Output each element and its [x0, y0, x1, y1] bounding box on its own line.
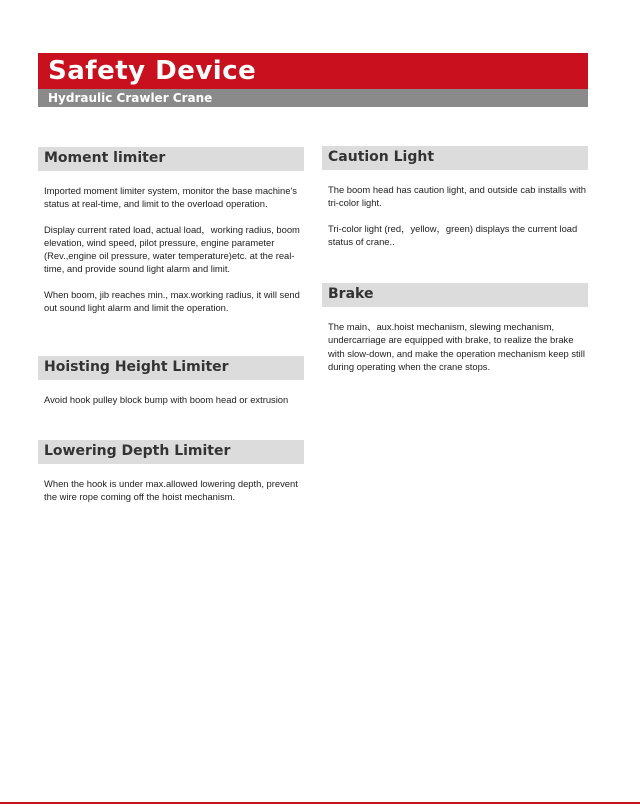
section-body: [44, 477, 304, 504]
section-heading-bar: [322, 146, 588, 170]
paragraph: Imported moment limiter system, monitor the base machine's status at real-time, and limit to the overload operation.: [44, 185, 297, 210]
section-caution-light: [322, 146, 588, 260]
section-heading-bar: [38, 356, 304, 380]
paragraph: The main、aux.hoist mechanism, slewing mechanism, undercarriage are equipped with brake, to realize the brake with slow-down, and make the operation mechanism keep still during operating when the crane stops.: [328, 321, 585, 372]
section-body: [328, 320, 588, 373]
paragraph: When boom, jib reaches min., max.working radius, it will send out sound light alarm and limit the operation.: [44, 288, 300, 314]
section-brake: [322, 283, 588, 385]
bottom-divider: [0, 802, 640, 804]
paragraph: Tri-color light (red，yellow，green) displays the current load status of crane..: [328, 222, 578, 247]
paragraph: When the hook is under max.allowed lowering depth, prevent the wire rope coming off the hoist mechanism.: [44, 478, 298, 503]
section-heading: Caution Light: [328, 149, 435, 165]
section-moment-limiter: [38, 147, 304, 326]
page-subtitle: Hydraulic Crawler Crane: [48, 91, 213, 105]
section-heading-bar: [322, 283, 588, 307]
section-heading: Brake: [328, 286, 374, 302]
paragraph: Avoid hook pulley block bump with boom head or extrusion: [44, 394, 289, 405]
section-heading: Lowering Depth Limiter: [44, 443, 231, 459]
section-lowering-depth-limiter: [38, 440, 304, 516]
paragraph: The boom head has caution light, and outside cab installs with tri-color light.: [328, 184, 586, 209]
section-heading-bar: [38, 147, 304, 171]
section-body: [328, 183, 588, 248]
section-body: [44, 393, 304, 406]
section-heading: Hoisting Height Limiter: [44, 359, 229, 375]
section-heading: Moment limiter: [44, 150, 166, 166]
title-bar: [38, 53, 588, 89]
paragraph: Display current rated load, actual load，working radius, boom elevation, wind speed, pilot pressure, engine parameter (Rev.,engine oil pressure, water temperature)etc. at the real-time, and provide sound light alarm and limit.: [44, 223, 300, 275]
page-title: Safety Device: [48, 56, 257, 86]
section-heading-bar: [38, 440, 304, 464]
section-body: [44, 184, 304, 314]
subtitle-bar: [38, 89, 588, 107]
section-hoisting-height-limiter: [38, 356, 304, 418]
